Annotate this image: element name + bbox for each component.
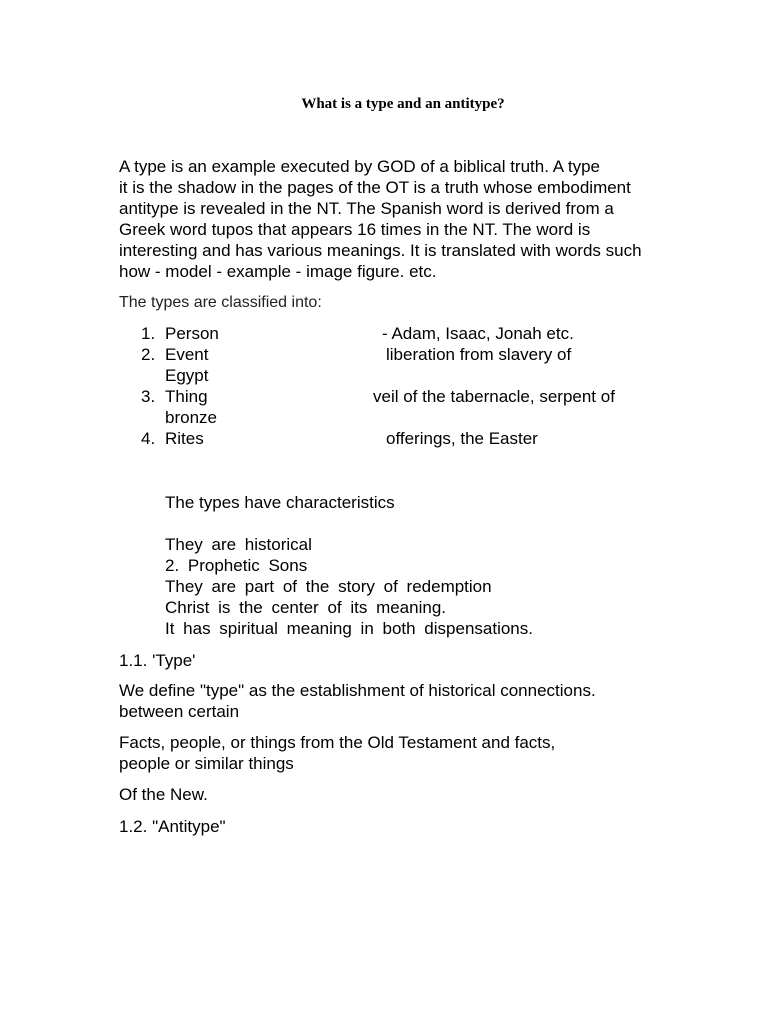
class-term: Event [165,345,209,364]
characteristic-item: 2. Prophetic Sons [165,556,308,575]
class-description: offerings, the Easter [386,429,538,448]
list-item [119,386,679,428]
characteristic-item: Christ is the center of its meaning. [165,598,447,617]
intro-line: A type is an example executed by GOD of a biblical truth. A type [119,157,600,176]
class-description: - Adam, Isaac, Jonah etc. [382,324,574,343]
characteristic-item: It has spiritual meaning in both dispensations. [165,619,533,638]
of-new-line: Of the New. [119,785,208,804]
list-item [119,344,679,386]
list-number: 2. [141,345,156,364]
section-antitype-heading: 1.2. "Antitype" [119,817,226,836]
list-item [119,323,679,344]
class-term: Person [165,324,219,343]
classified-intro: The types are classified into: [119,294,322,311]
intro-line: how - model - example - image figure. etc. [119,262,437,281]
intro-paragraph [119,156,689,282]
class-description: veil of the tabernacle, serpent of [373,387,615,406]
characteristic-item: They are part of the story of redemption [165,577,492,596]
facts-line: people or similar things [119,754,294,773]
intro-line: interesting and has various meanings. It is translated with words such [119,241,642,260]
type-definition-line: between certain [119,702,240,721]
section-type-heading: 1.1. 'Type' [119,651,196,670]
class-term-continuation: bronze [165,408,217,427]
intro-line: Greek word tupos that appears 16 times in the NT. The word is [119,220,591,239]
list-number: 1. [141,324,156,343]
type-definition [119,680,689,722]
intro-line: it is the shadow in the pages of the OT is a truth whose embodiment [119,178,631,197]
facts-line: Facts, people, or things from the Old Testament and facts, [119,733,556,752]
characteristic-item: They are historical [165,535,312,554]
characteristics-heading: The types have characteristics [165,493,395,512]
characteristics-list [165,534,533,639]
type-classes-list [119,323,679,449]
list-item [119,428,679,449]
intro-line: antitype is revealed in the NT. The Spanish word is derived from a [119,199,614,218]
class-description: liberation from slavery of [386,345,572,364]
class-term-continuation: Egypt [165,366,209,385]
class-term: Thing [165,387,208,406]
facts-paragraph [119,732,689,774]
type-definition-line: We define "type" as the establishment of historical connections. [119,681,596,700]
list-number: 3. [141,387,156,406]
page-title: What is a type and an antitype? [301,96,505,112]
list-number: 4. [141,429,156,448]
class-term: Rites [165,429,204,448]
